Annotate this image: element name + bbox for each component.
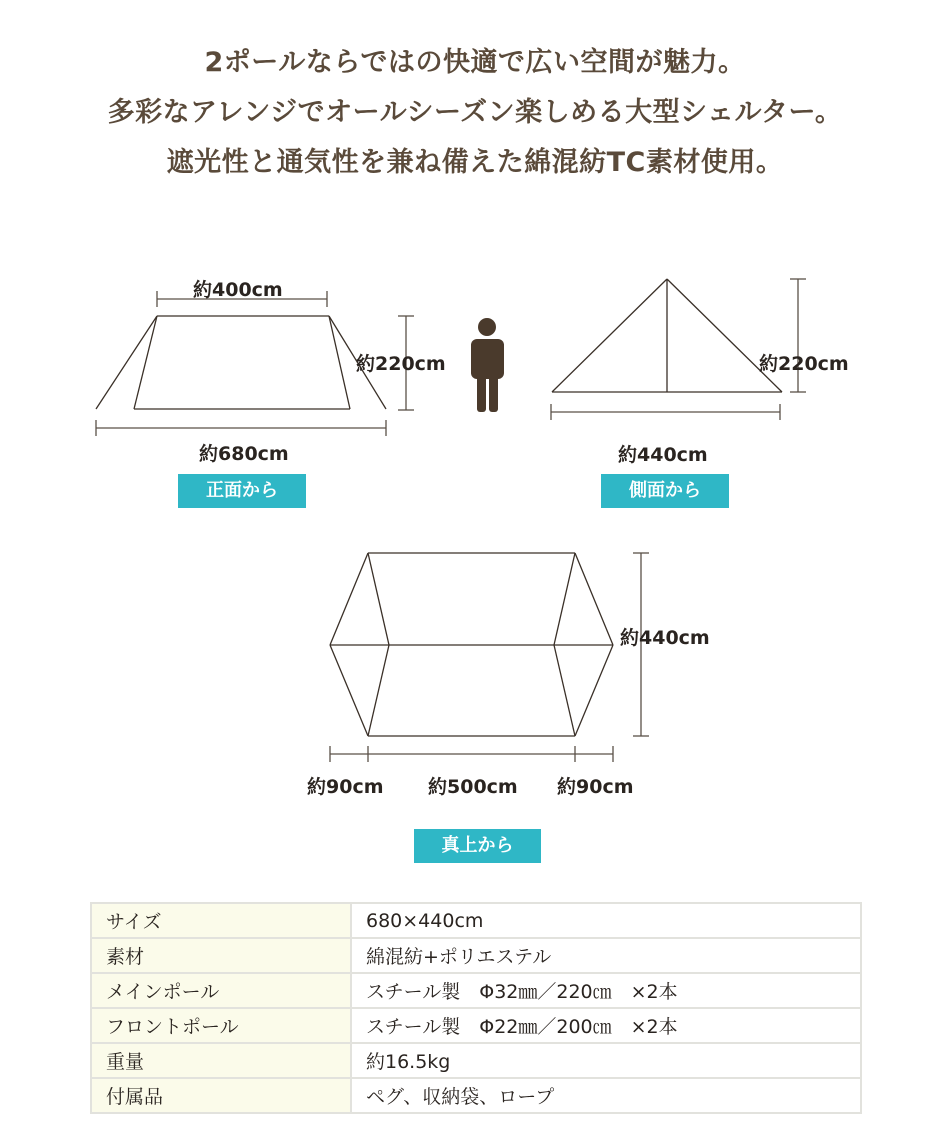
spec-key: 重量 bbox=[91, 1043, 351, 1078]
table-row bbox=[91, 1043, 861, 1078]
spec-value: 綿混紡+ポリエステル bbox=[351, 938, 861, 973]
spec-value: スチール製 Φ32㎜／220㎝ ×2本 bbox=[351, 973, 861, 1008]
headline-1: 2ポールならではの快適で広い空間が魅力。 bbox=[204, 47, 746, 78]
front-height: 約220cm bbox=[356, 353, 446, 375]
front-top-width: 約400cm bbox=[193, 279, 283, 301]
side-width: 約440cm bbox=[618, 444, 708, 466]
spec-key: 付属品 bbox=[91, 1078, 351, 1113]
person-icon bbox=[471, 318, 504, 412]
front-view-tag: 正面から bbox=[178, 474, 306, 508]
spec-value: ペグ、収納袋、ロープ bbox=[351, 1078, 861, 1113]
spec-value: 約16.5kg bbox=[351, 1043, 861, 1078]
spec-key: フロントポール bbox=[91, 1008, 351, 1043]
table-row bbox=[91, 1078, 861, 1113]
spec-key: 素材 bbox=[91, 938, 351, 973]
top-center-width: 約500cm bbox=[428, 776, 518, 798]
spec-table bbox=[90, 902, 862, 1114]
headline-2: 多彩なアレンジでオールシーズン楽しめる大型シェルター。 bbox=[107, 97, 843, 128]
front-view-drawing bbox=[96, 316, 386, 409]
table-row bbox=[91, 1008, 861, 1043]
front-bottom-width: 約680cm bbox=[199, 443, 289, 465]
top-depth: 約440cm bbox=[620, 627, 710, 649]
side-view-tag: 側面から bbox=[601, 474, 729, 508]
top-right-width: 約90cm bbox=[557, 776, 634, 798]
top-view-drawing bbox=[330, 553, 613, 736]
spec-key: サイズ bbox=[91, 903, 351, 938]
side-height: 約220cm bbox=[759, 353, 849, 375]
top-view-tag: 真上から bbox=[414, 829, 541, 863]
spec-key: メインポール bbox=[91, 973, 351, 1008]
headline-3: 遮光性と通気性を兼ね備えた綿混紡TC素材使用。 bbox=[166, 147, 784, 178]
top-dimension-lines bbox=[330, 553, 649, 762]
table-row bbox=[91, 973, 861, 1008]
top-left-width: 約90cm bbox=[307, 776, 384, 798]
spec-value: スチール製 Φ22㎜／200㎝ ×2本 bbox=[351, 1008, 861, 1043]
table-row bbox=[91, 938, 861, 973]
side-view-drawing bbox=[552, 279, 782, 392]
table-row bbox=[91, 903, 861, 938]
spec-value: 680×440cm bbox=[351, 903, 861, 938]
